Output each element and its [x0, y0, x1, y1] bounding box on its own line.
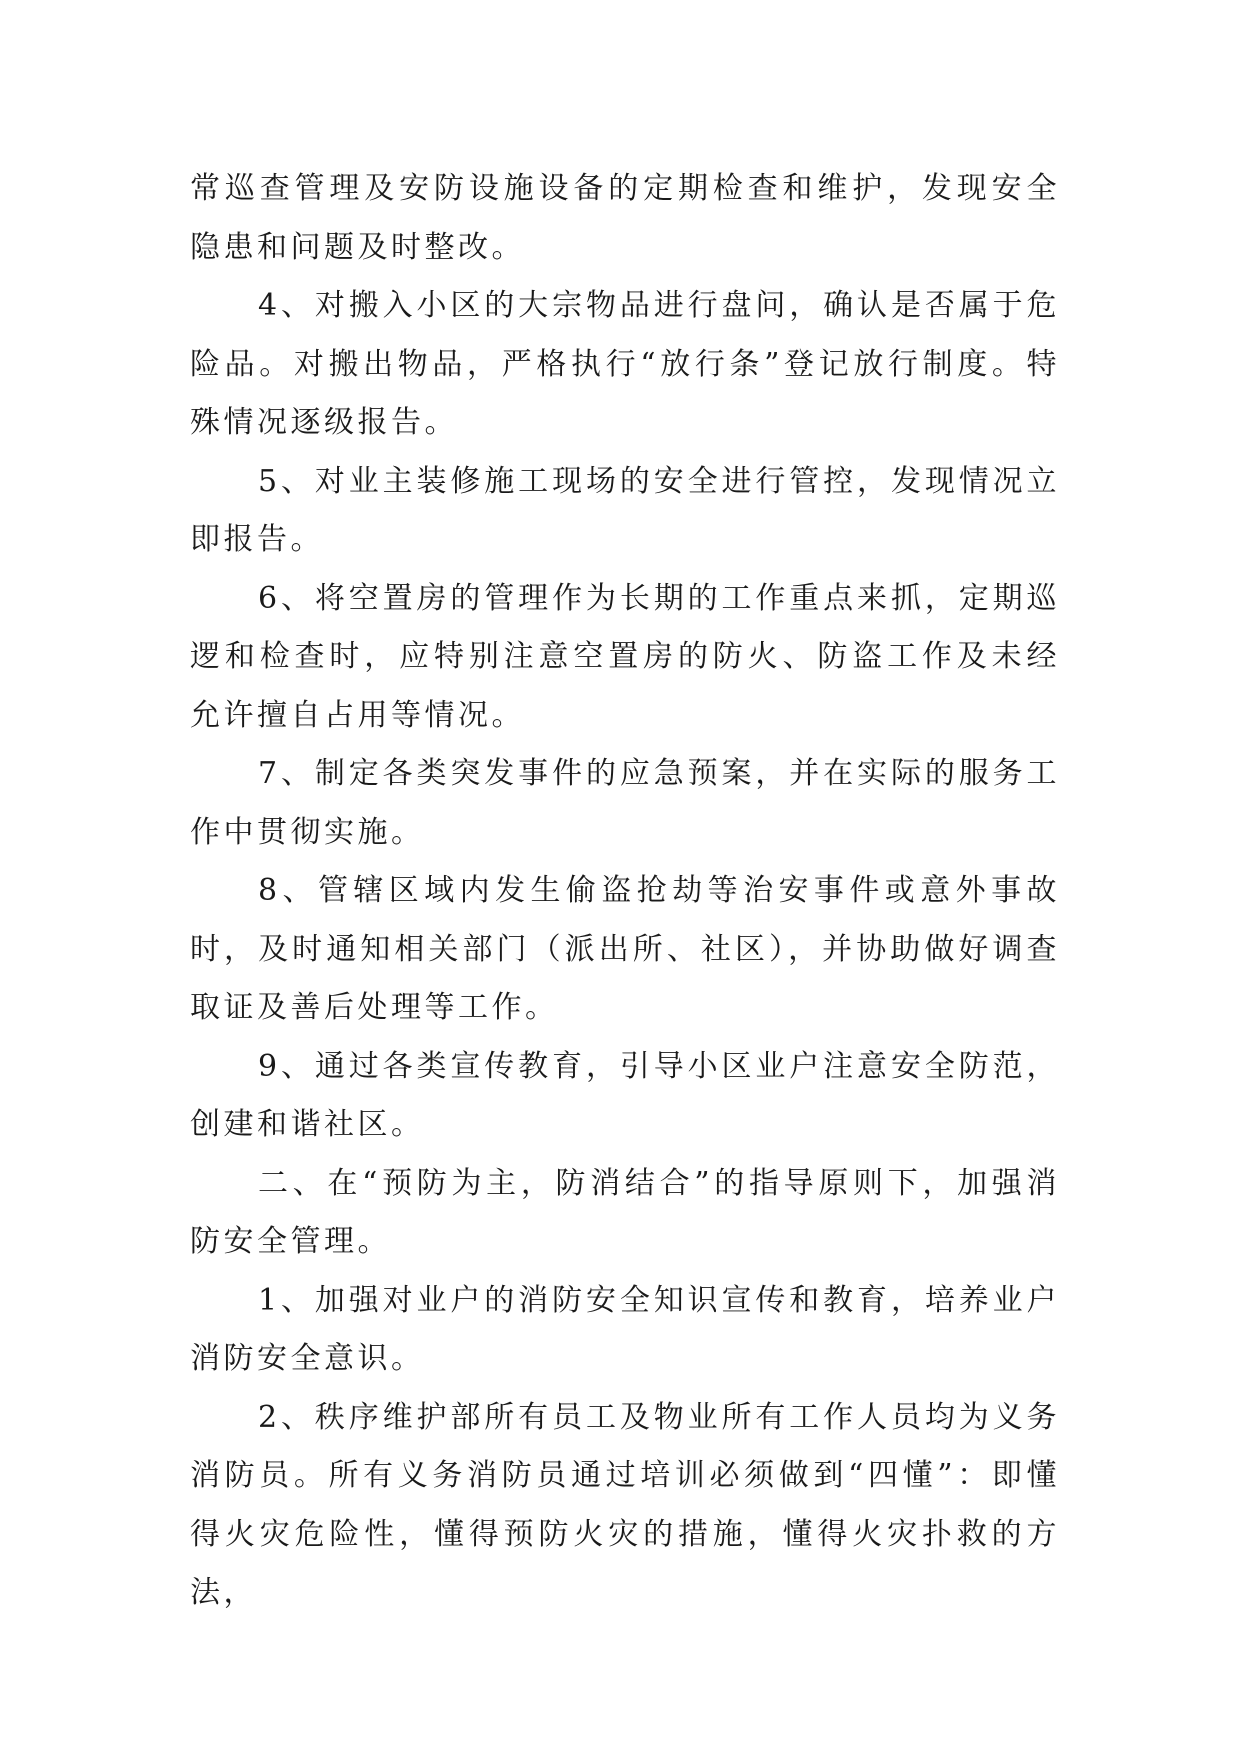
- paragraph-item-6: 6、将空置房的管理作为长期的工作重点来抓，定期巡逻和检查时，应特别注意空置房的防火、防盗工作及未经允许擅自占用等情况。: [190, 580, 1060, 733]
- paragraph-fire-item-1: 1、加强对业户的消防安全知识宣传和教育，培养业户消防安全意识。: [190, 1282, 1060, 1376]
- paragraph-item-5: 5、对业主装修施工现场的安全进行管控，发现情况立即报告。: [190, 463, 1060, 557]
- paragraph-continuation: 常巡查管理及安防设施设备的定期检查和维护，发现安全隐患和问题及时整改。: [190, 171, 1060, 265]
- paragraph-item-8: 8、管辖区域内发生偷盗抢劫等治安事件或意外事故时，及时通知相关部门（派出所、社区），并协助做好调查取证及善后处理等工作。: [190, 873, 1060, 1025]
- document-page: [190, 160, 1060, 1623]
- paragraph-item-9: 9、通过各类宣传教育，引导小区业户注意安全防范，创建和谐社区。: [190, 1048, 1060, 1142]
- paragraph-item-7: 7、制定各类突发事件的应急预案，并在实际的服务工作中贯彻实施。: [190, 756, 1060, 850]
- paragraph-fire-item-2: 2、秩序维护部所有员工及物业所有工作人员均为义务消防员。所有义务消防员通过培训必须做到“四懂”：即懂得火灾危险性，懂得预防火灾的措施，懂得火灾扑救的方法，: [190, 1399, 1060, 1610]
- section-heading-2: 二、在“预防为主，防消结合”的指导原则下，加强消防安全管理。: [190, 1165, 1060, 1259]
- paragraph-item-4: 4、对搬入小区的大宗物品进行盘问，确认是否属于危险品。对搬出物品，严格执行“放行条”登记放行制度。特殊情况逐级报告。: [190, 288, 1060, 440]
